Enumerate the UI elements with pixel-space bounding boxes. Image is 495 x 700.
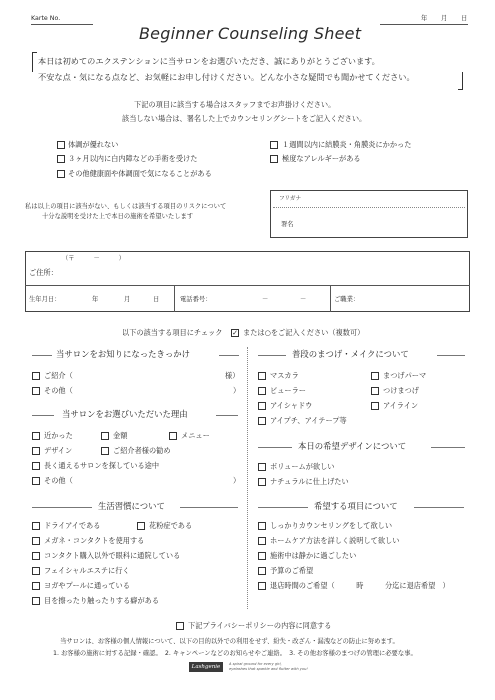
lifestyle-yoga-label: ヨガやプールに通っている [44, 581, 130, 590]
requests-budget-checkbox[interactable] [258, 567, 266, 575]
lifestyle-facial-checkbox[interactable] [32, 567, 40, 575]
date-day-label: 日 [461, 15, 468, 22]
date-year-label: 年 [421, 15, 428, 22]
how-known-referral-checkbox[interactable] [32, 372, 40, 380]
address-label: ご住所： [29, 268, 58, 277]
design-volume-checkbox[interactable] [258, 463, 266, 471]
birthday-label: 生年月日： [29, 296, 61, 303]
requests-rule-right [414, 507, 464, 508]
consent-line-2: 十分な説明を受けた上で本日の施術を希望いたします [42, 213, 194, 220]
consent-line-1: 私は以上の項目に該当がない、もしくは該当する項目のリスクについて [25, 203, 227, 210]
lifestyle-clinic-label: コンタクト購入以外で眼科に通院している [44, 551, 181, 560]
how-known-rule-right [219, 355, 239, 356]
lifestyle-dryeye-label: ドライアイである [44, 521, 101, 530]
phone-dash-2: － [300, 296, 307, 303]
makeup-perm-checkbox[interactable] [371, 372, 379, 380]
job-label: ご職業： [334, 296, 360, 303]
lifestyle-rule-right [180, 507, 238, 508]
lifestyle-pollen-label: 花粉症である [149, 521, 193, 530]
condition-checkbox-5[interactable] [270, 155, 278, 163]
requests-counseling-checkbox[interactable] [258, 522, 266, 530]
instruction-text-before: 以下の該当する項目にチェック [122, 328, 223, 337]
reason-near-checkbox[interactable] [32, 432, 40, 440]
lifestyle-glasses-label: メガネ・コンタクトを使用する [44, 536, 145, 545]
reason-other-close: ） [233, 476, 241, 485]
reason-design-label: デザイン [44, 446, 73, 455]
privacy-text-1: 当サロンは、お客様の個人情報について、以下の目的以外での利用をせず、紛失・改ざん・漏洩などの防止に努めます。 [60, 638, 399, 645]
reason-referrer-label: ご紹介者様の勧め [113, 446, 171, 455]
privacy-text-2: 1. お客様の施術に対する記録・確認。 2. キャンペーンなどのお知らせやご連絡。 3. その他お客様のまつげの管理に必要な事。 [53, 650, 417, 657]
requests-rule-left [258, 507, 308, 508]
lifestyle-dryeye-checkbox[interactable] [32, 522, 40, 530]
furigana-divider [273, 207, 465, 208]
reason-title: 当サロンをお選びいただいた理由 [62, 409, 188, 419]
condition-checkbox-4[interactable] [270, 141, 278, 149]
lashgenie-logo: Lashgenie [189, 662, 223, 672]
condition-checkbox-3[interactable] [57, 170, 65, 178]
lifestyle-rule-left [32, 507, 92, 508]
phone-dash-1: － [262, 296, 269, 303]
condition-label-2: ３ヶ月以内に白内障などの手術を受けた [68, 154, 198, 163]
condition-checkbox-1[interactable] [57, 141, 65, 149]
intro-line-1: 本日は初めてのエクステンションに当サロンをお選びいただき、誠にありがとうございます。 [38, 56, 380, 66]
condition-label-5: 極度なアレルギーがある [282, 154, 361, 163]
makeup-rule-right [437, 355, 465, 356]
design-rule-left [258, 447, 292, 448]
lifestyle-clinic-checkbox[interactable] [32, 552, 40, 560]
how-known-referral-label: ご紹介（ [44, 371, 73, 380]
how-known-other-label: その他（ [44, 386, 73, 395]
makeup-eyeshadow-label: アイシャドウ [270, 401, 313, 410]
reason-referrer-checkbox[interactable] [101, 447, 109, 455]
condition-label-1: 体調が優れない [68, 140, 119, 149]
intro-bracket-right [458, 72, 463, 90]
design-rule-right [431, 447, 465, 448]
intro-sub-1: 下記の項目に該当する場合はスタッフまでお声掛けください。 [134, 100, 336, 109]
reason-design-checkbox[interactable] [32, 447, 40, 455]
karte-no-label: Karte No. [31, 15, 61, 22]
makeup-title: 普段のまつげ・メイクについて [292, 349, 409, 359]
how-known-rule-left [32, 355, 52, 356]
intro-line-2: 不安な点・気になる点など、お気軽にお申し付けください。どんな小さな疑問でも聞かせてください。 [38, 72, 415, 82]
requests-title: 希望する項目について [314, 501, 398, 511]
makeup-eyeliner-label: アイライン [383, 401, 419, 410]
column-divider [247, 347, 248, 609]
footer-tagline-1: A spiral ground for every girl, [229, 662, 282, 666]
form-divider-v1 [174, 285, 175, 312]
reason-other-checkbox[interactable] [32, 477, 40, 485]
design-volume-label: ボリュームが欲しい [270, 462, 335, 471]
requests-leave-time-checkbox[interactable] [258, 582, 266, 590]
makeup-curler-label: ビューラー [270, 386, 306, 395]
requests-quiet-label: 施術中は静かに過ごしたい [270, 551, 357, 560]
lifestyle-rub-checkbox[interactable] [32, 597, 40, 605]
footer-tagline-2: eyelashes that sparkle and flutter with you! [229, 667, 308, 671]
how-known-other-close: ） [233, 386, 241, 395]
reason-price-checkbox[interactable] [101, 432, 109, 440]
lifestyle-facial-label: フェイシャルエステに行く [44, 566, 130, 575]
reason-other-label: その他（ [44, 476, 73, 485]
instruction-text-after: または○をご記入ください（複数可） [243, 328, 365, 337]
date-month-label: 月 [441, 15, 448, 22]
condition-label-4: １週間以内に結膜炎・角膜炎にかかった [282, 140, 412, 149]
requests-budget-label: 予算のご希望 [270, 566, 314, 575]
makeup-eyetape-checkbox[interactable] [258, 417, 266, 425]
requests-counseling-label: しっかりカウンセリングをして欲しい [270, 521, 393, 530]
lifestyle-pollen-checkbox[interactable] [137, 522, 145, 530]
requests-leave-time-label: 退店時間のご希望（ 時 分迄に退店希望 ） [270, 581, 450, 590]
page-title: Beginner Counseling Sheet [139, 24, 362, 43]
privacy-agree-checkbox[interactable] [176, 622, 184, 630]
makeup-eyetape-label: アイプチ、アイテープ等 [270, 416, 347, 425]
condition-label-3: その他健康面や体調面で気になることがある [68, 169, 212, 178]
privacy-agree-label: 下記プライバシーポリシーの内容に同意する [188, 621, 332, 630]
makeup-mascara-label: マスカラ [270, 371, 299, 380]
signature-label: 署名 [281, 221, 294, 228]
lifestyle-glasses-checkbox[interactable] [32, 537, 40, 545]
postal-code-field[interactable]: （〒 － ） [62, 255, 125, 262]
how-known-other-checkbox[interactable] [32, 387, 40, 395]
reason-rule-right [216, 415, 238, 416]
design-title: 本日の希望デザインについて [298, 441, 407, 451]
reason-menu-label: メニュー [181, 431, 210, 440]
date-line [380, 24, 468, 25]
birthday-year[interactable]: 年 [92, 296, 99, 303]
makeup-false-lash-checkbox[interactable] [371, 387, 379, 395]
lifestyle-title: 生活習慣について [98, 501, 165, 511]
lifestyle-rub-label: 目を擦ったり触ったりする癖がある [44, 596, 160, 605]
form-divider-v2 [330, 285, 331, 312]
makeup-eyeshadow-checkbox[interactable] [258, 402, 266, 410]
design-natural-label: ナチュラルに仕上げたい [270, 477, 349, 486]
reason-longterm-checkbox[interactable] [32, 462, 40, 470]
design-natural-checkbox[interactable] [258, 478, 266, 486]
makeup-false-lash-label: つけまつげ [383, 386, 419, 395]
makeup-curler-checkbox[interactable] [258, 387, 266, 395]
phone-label: 電話番号： [180, 296, 212, 303]
form-divider [25, 285, 470, 286]
intro-bracket-left [32, 52, 37, 72]
reason-rule-left [32, 415, 54, 416]
makeup-mascara-checkbox[interactable] [258, 372, 266, 380]
requests-homecare-checkbox[interactable] [258, 537, 266, 545]
birthday-day[interactable]: 日 [153, 296, 160, 303]
reason-price-label: 金額 [113, 431, 128, 440]
checkmark-icon: ✓ [232, 329, 238, 337]
makeup-rule-left [258, 355, 286, 356]
lifestyle-yoga-checkbox[interactable] [32, 582, 40, 590]
how-known-referral-close: 様） [225, 371, 240, 380]
makeup-eyeliner-checkbox[interactable] [371, 402, 379, 410]
reason-menu-checkbox[interactable] [169, 432, 177, 440]
intro-sub-2: 該当しない場合は、署名した上でカウンセリングシートをご記入ください。 [122, 114, 367, 123]
requests-quiet-checkbox[interactable] [258, 552, 266, 560]
karte-no-line [31, 24, 93, 25]
reason-longterm-label: 長く通えるサロンを探している途中 [44, 461, 160, 470]
reason-near-label: 近かった [44, 431, 73, 440]
condition-checkbox-2[interactable] [57, 155, 65, 163]
furigana-label: フリガナ [279, 196, 302, 202]
birthday-month[interactable]: 月 [124, 296, 131, 303]
how-known-title: 当サロンをお知りになったきっかけ [56, 349, 190, 359]
requests-homecare-label: ホームケア方法を詳しく説明して欲しい [270, 536, 400, 545]
makeup-perm-label: まつげパーマ [383, 371, 427, 380]
